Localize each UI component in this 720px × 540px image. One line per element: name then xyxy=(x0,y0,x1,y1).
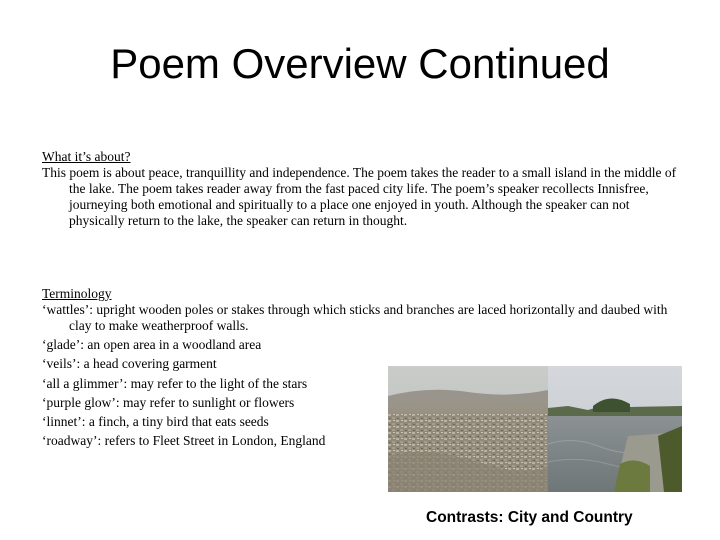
caption-text: Contrasts: City and Country xyxy=(426,509,633,526)
photo-pair-image xyxy=(388,366,682,492)
term-all-a-glimmer: ‘all a glimmer’: may refer to the light of the stars xyxy=(42,375,308,391)
about-section xyxy=(42,149,680,229)
term-linnet: ‘linnet’: a finch, a tiny bird that eats seeds xyxy=(42,413,269,429)
term-purple-glow: ‘purple glow’: may refer to sunlight or flowers xyxy=(42,394,295,410)
term-roadway: ‘roadway’: refers to Fleet Street in London, England xyxy=(42,433,326,449)
about-heading: What it’s about? xyxy=(42,149,131,164)
contrast-photos xyxy=(388,366,682,492)
terminology-heading: Terminology xyxy=(42,286,112,301)
term-veils: ‘veils’: a head covering garment xyxy=(42,356,217,372)
about-paragraph: This poem is about peace, tranquillity and independence. The poem takes the reader to a small island in the middle of the lake. The poem takes reader away from the fast paced city life. The poem’s speaker recollects Innisfree, journeying both emotional and spiritually to a place one enjoyed in youth. Although the speaker can not physically return to the lake, the speaker can return in thought. xyxy=(42,165,677,228)
term-glade: ‘glade’: an open area in a woodland area xyxy=(42,337,262,353)
slide-title: Poem Overview Continued xyxy=(110,40,610,87)
city-photo xyxy=(388,366,548,492)
term-wattles: ‘wattles’: upright wooden poles or stakes through which sticks and branches are laced horizontally and daubed with clay to make weatherproof walls. xyxy=(42,302,668,333)
lake-photo xyxy=(548,366,682,492)
